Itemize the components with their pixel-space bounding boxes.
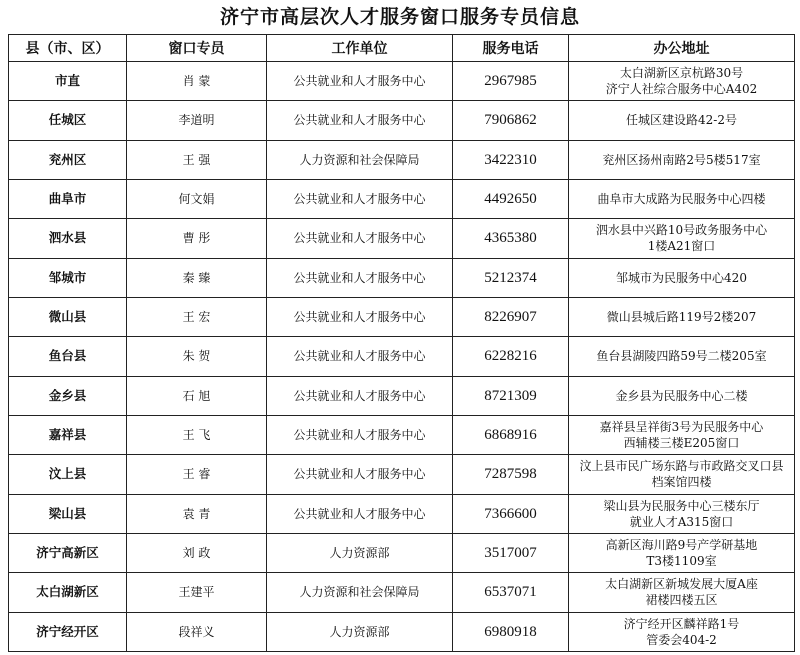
address-cell xyxy=(569,376,795,415)
address-cell xyxy=(569,62,795,101)
address-line: 汶上县市民广场东路与市政路交叉口县 xyxy=(579,459,784,474)
address-cell xyxy=(569,219,795,258)
address-line: 曲阜市大成路为民服务中心四楼 xyxy=(597,192,766,207)
address-line: 金乡县为民服务中心二楼 xyxy=(615,388,748,403)
phone-cell: 7366600 xyxy=(453,494,569,533)
work-unit-cell: 公共就业和人才服务中心 xyxy=(267,337,453,376)
table-row xyxy=(9,258,795,297)
staff-name-cell: 肖 蒙 xyxy=(127,62,267,101)
county-cell: 济宁高新区 xyxy=(9,533,127,572)
county-cell: 邹城市 xyxy=(9,258,127,297)
address-line: 就业人才A315窗口 xyxy=(629,514,734,529)
work-unit-cell: 人力资源部 xyxy=(267,533,453,572)
phone-cell: 4492650 xyxy=(453,179,569,218)
county-cell: 任城区 xyxy=(9,101,127,140)
address-line: 兖州区扬州南路2号5楼517室 xyxy=(602,152,761,167)
staff-name-cell: 王建平 xyxy=(127,573,267,612)
phone-cell: 6228216 xyxy=(453,337,569,376)
address-cell xyxy=(569,101,795,140)
work-unit-cell: 人力资源和社会保障局 xyxy=(267,573,453,612)
staff-name-cell: 李道明 xyxy=(127,101,267,140)
staff-name-cell: 王 睿 xyxy=(127,455,267,494)
work-unit-cell: 公共就业和人才服务中心 xyxy=(267,494,453,533)
work-unit-cell: 人力资源和社会保障局 xyxy=(267,140,453,179)
address-cell xyxy=(569,573,795,612)
address-line: 高新区海川路9号产学研基地 xyxy=(605,538,758,553)
staff-name-cell: 曹 彤 xyxy=(127,219,267,258)
county-cell: 汶上县 xyxy=(9,455,127,494)
address-line: 任城区建设路42-2号 xyxy=(626,113,737,128)
address-cell xyxy=(569,612,795,651)
staff-name-cell: 石 旭 xyxy=(127,376,267,415)
address-line: 嘉祥县呈祥街3号为民服务中心 xyxy=(599,420,764,435)
phone-cell: 4365380 xyxy=(453,219,569,258)
table-row xyxy=(9,140,795,179)
staff-name-cell: 段祥义 xyxy=(127,612,267,651)
phone-cell: 5212374 xyxy=(453,258,569,297)
county-cell: 嘉祥县 xyxy=(9,415,127,454)
column-header-address: 办公地址 xyxy=(569,35,795,62)
county-cell: 曲阜市 xyxy=(9,179,127,218)
county-cell: 鱼台县 xyxy=(9,337,127,376)
address-line: 邹城市为民服务中心420 xyxy=(616,270,747,285)
address-line: T3楼1109室 xyxy=(646,554,717,569)
phone-cell: 2967985 xyxy=(453,62,569,101)
staff-name-cell: 秦 臻 xyxy=(127,258,267,297)
address-line: 1楼A21窗口 xyxy=(647,239,716,254)
address-cell xyxy=(569,258,795,297)
phone-cell: 6980918 xyxy=(453,612,569,651)
county-cell: 兖州区 xyxy=(9,140,127,179)
staff-name-cell: 王 强 xyxy=(127,140,267,179)
staff-name-cell: 何文娟 xyxy=(127,179,267,218)
table-header-row xyxy=(9,35,795,62)
table-row xyxy=(9,62,795,101)
work-unit-cell: 公共就业和人才服务中心 xyxy=(267,415,453,454)
address-cell xyxy=(569,494,795,533)
county-cell: 太白湖新区 xyxy=(9,573,127,612)
table-row xyxy=(9,455,795,494)
work-unit-cell: 公共就业和人才服务中心 xyxy=(267,258,453,297)
staff-name-cell: 王 飞 xyxy=(127,415,267,454)
work-unit-cell: 公共就业和人才服务中心 xyxy=(267,297,453,336)
page-title: 济宁市高层次人才服务窗口服务专员信息 xyxy=(219,6,580,28)
address-line: 鱼台县湖陵四路59号二楼205室 xyxy=(596,349,767,364)
address-line: 济宁经开区麟祥路1号 xyxy=(623,616,740,631)
table-body xyxy=(9,62,795,652)
county-cell: 济宁经开区 xyxy=(9,612,127,651)
table-row xyxy=(9,415,795,454)
staff-name-cell: 朱 贺 xyxy=(127,337,267,376)
county-cell: 金乡县 xyxy=(9,376,127,415)
table-row xyxy=(9,219,795,258)
work-unit-cell: 公共就业和人才服务中心 xyxy=(267,101,453,140)
column-header-unit: 工作单位 xyxy=(267,35,453,62)
phone-cell: 8226907 xyxy=(453,297,569,336)
address-cell xyxy=(569,415,795,454)
column-header-phone: 服务电话 xyxy=(453,35,569,62)
address-line: 太白湖新区新城发展大厦A座 xyxy=(605,577,758,592)
address-line: 梁山县为民服务中心三楼东厅 xyxy=(603,498,760,513)
phone-cell: 7906862 xyxy=(453,101,569,140)
address-line: 管委会404-2 xyxy=(646,632,717,647)
phone-cell: 7287598 xyxy=(453,455,569,494)
county-cell: 微山县 xyxy=(9,297,127,336)
staff-info-table xyxy=(8,34,795,652)
table-row xyxy=(9,337,795,376)
work-unit-cell: 人力资源部 xyxy=(267,612,453,651)
county-cell: 泗水县 xyxy=(9,219,127,258)
county-cell: 市直 xyxy=(9,62,127,101)
address-line: 太白湖新区京杭路30号 xyxy=(619,66,744,81)
table-row xyxy=(9,573,795,612)
address-line: 泗水县中兴路10号政务服务中心 xyxy=(595,223,768,238)
staff-name-cell: 袁 青 xyxy=(127,494,267,533)
phone-cell: 6868916 xyxy=(453,415,569,454)
table-row xyxy=(9,612,795,651)
table-row xyxy=(9,101,795,140)
work-unit-cell: 公共就业和人才服务中心 xyxy=(267,62,453,101)
table-row xyxy=(9,494,795,533)
phone-cell: 6537071 xyxy=(453,573,569,612)
address-line: 档案馆四楼 xyxy=(651,475,712,490)
county-cell: 梁山县 xyxy=(9,494,127,533)
address-cell xyxy=(569,337,795,376)
staff-name-cell: 王 宏 xyxy=(127,297,267,336)
table-row xyxy=(9,376,795,415)
table-row xyxy=(9,533,795,572)
work-unit-cell: 公共就业和人才服务中心 xyxy=(267,179,453,218)
table-row xyxy=(9,179,795,218)
address-cell xyxy=(569,297,795,336)
column-header-staff: 窗口专员 xyxy=(127,35,267,62)
column-header-county: 县（市、区） xyxy=(9,35,127,62)
address-line: 裙楼四楼五区 xyxy=(645,593,718,608)
address-cell xyxy=(569,140,795,179)
address-cell xyxy=(569,179,795,218)
address-line: 微山县城后路119号2楼207 xyxy=(606,310,757,325)
work-unit-cell: 公共就业和人才服务中心 xyxy=(267,455,453,494)
phone-cell: 3517007 xyxy=(453,533,569,572)
address-line: 济宁人社综合服务中心A402 xyxy=(605,82,758,97)
address-cell xyxy=(569,455,795,494)
work-unit-cell: 公共就业和人才服务中心 xyxy=(267,219,453,258)
phone-cell: 3422310 xyxy=(453,140,569,179)
table-row xyxy=(9,297,795,336)
phone-cell: 8721309 xyxy=(453,376,569,415)
address-cell xyxy=(569,533,795,572)
address-line: 西辅楼三楼E205窗口 xyxy=(623,436,740,451)
work-unit-cell: 公共就业和人才服务中心 xyxy=(267,376,453,415)
staff-name-cell: 刘 政 xyxy=(127,533,267,572)
